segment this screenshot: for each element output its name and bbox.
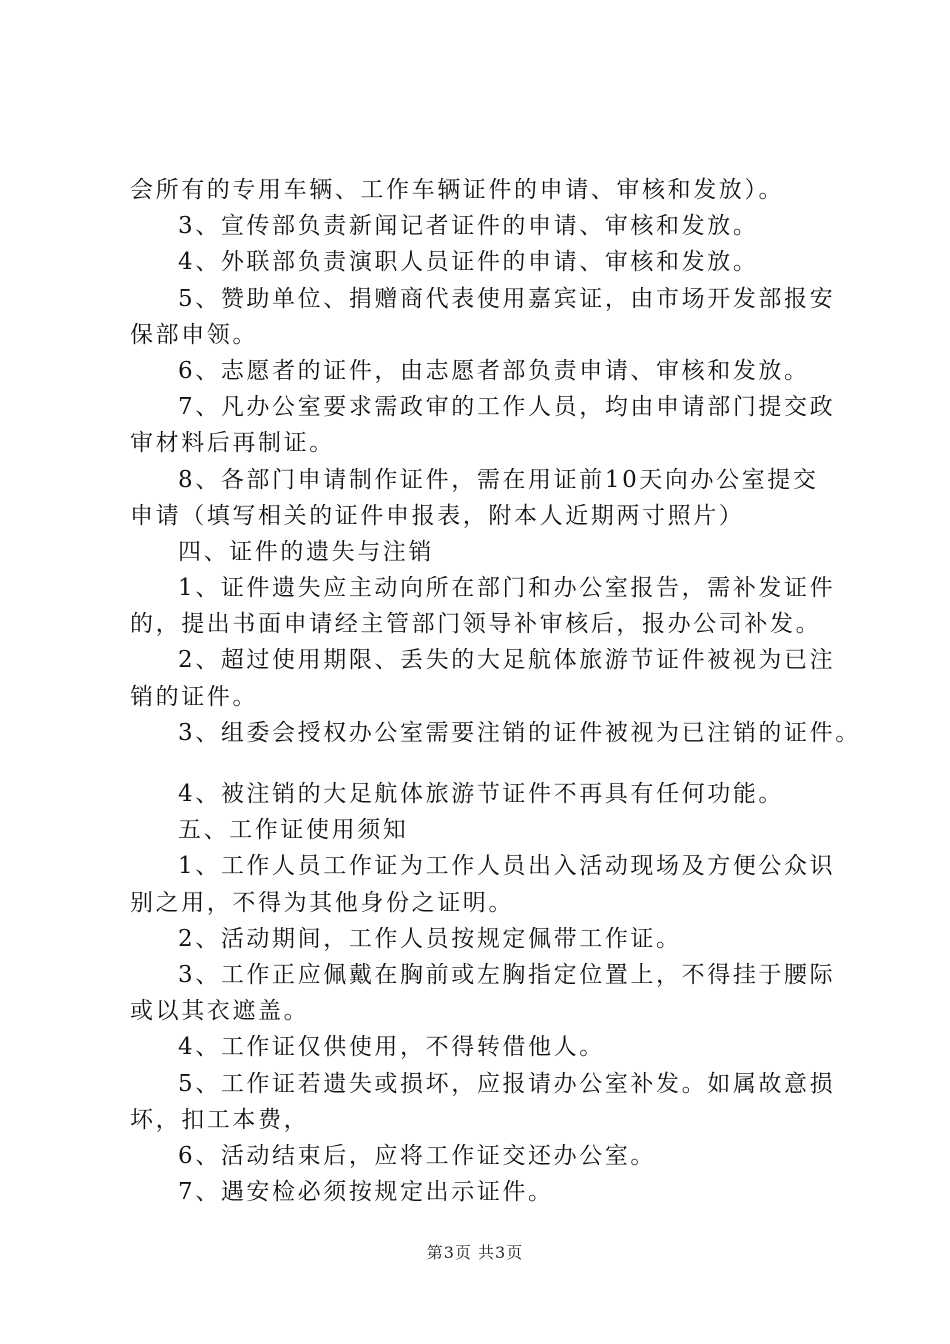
- item-8-application-cont: 申请（填写相关的证件申报表，附本人近期两寸照片）: [130, 502, 745, 529]
- section-heading-5: 五、工作证使用须知: [178, 817, 409, 844]
- item-3-publicity: 3、宣传部负责新闻记者证件的申请、审核和发放。: [178, 213, 759, 240]
- item-7-political-review: 7、凡办公室要求需政审的工作人员，均由申请部门提交政: [178, 394, 836, 421]
- work-card-item-5-cont: 坏，扣工本费，: [130, 1106, 310, 1133]
- work-card-item-7: 7、遇安检必须按规定出示证件。: [178, 1179, 554, 1206]
- page-number-footer: 第3页 共3页: [426, 1243, 524, 1262]
- work-card-item-4: 4、工作证仅供使用，不得转借他人。: [178, 1034, 605, 1061]
- work-card-item-2: 2、活动期间，工作人员按规定佩带工作证。: [178, 925, 682, 952]
- item-6-volunteer: 6、志愿者的证件，由志愿者部负责申请、审核和发放。: [178, 357, 810, 384]
- document-body: [130, 172, 861, 1210]
- item-7-political-review-cont: 审材料后再制证。: [130, 430, 335, 457]
- work-card-item-1-cont: 别之用，不得为其他身份之证明。: [130, 889, 514, 916]
- item-4-liaison: 4、外联部负责演职人员证件的申请、审核和发放。: [178, 249, 759, 276]
- loss-item-1: 1、证件遗失应主动向所在部门和办公室报告，需补发证件: [178, 575, 836, 602]
- item-5-sponsor: 5、赞助单位、捐赠商代表使用嘉宾证，由市场开发部报安: [178, 285, 836, 312]
- loss-item-2-cont: 销的证件。: [130, 683, 258, 710]
- loss-item-2: 2、超过使用期限、丢失的大足航体旅游节证件被视为已注: [178, 647, 836, 674]
- work-card-item-3: 3、工作正应佩戴在胸前或左胸指定位置上，不得挂于腰际: [178, 961, 836, 988]
- work-card-item-1: 1、工作人员工作证为工作人员出入活动现场及方便公众识: [178, 853, 836, 880]
- loss-item-3: 3、组委会授权办公室需要注销的证件被视为已注销的证件。: [178, 719, 861, 746]
- paragraph-gap: [130, 751, 840, 776]
- work-card-item-6: 6、活动结束后，应将工作证交还办公室。: [178, 1142, 657, 1169]
- work-card-item-3-cont: 或以其衣遮盖。: [130, 998, 310, 1025]
- item-5-sponsor-cont: 保部申领。: [130, 321, 258, 348]
- text-line-continuation: 会所有的专用车辆、工作车辆证件的申请、审核和发放）。: [130, 177, 785, 203]
- loss-item-1-cont: 的，提出书面申请经主管部门领导补审核后，报办公司补发。: [130, 611, 822, 638]
- work-card-item-5: 5、工作证若遗失或损坏，应报请办公室补发。如属故意损: [178, 1070, 836, 1097]
- loss-item-4: 4、被注销的大足航体旅游节证件不再具有任何功能。: [178, 781, 785, 807]
- section-heading-4: 四、证件的遗失与注销: [178, 538, 434, 565]
- item-8-application: 8、各部门申请制作证件，需在用证前10天向办公室提交: [178, 466, 819, 493]
